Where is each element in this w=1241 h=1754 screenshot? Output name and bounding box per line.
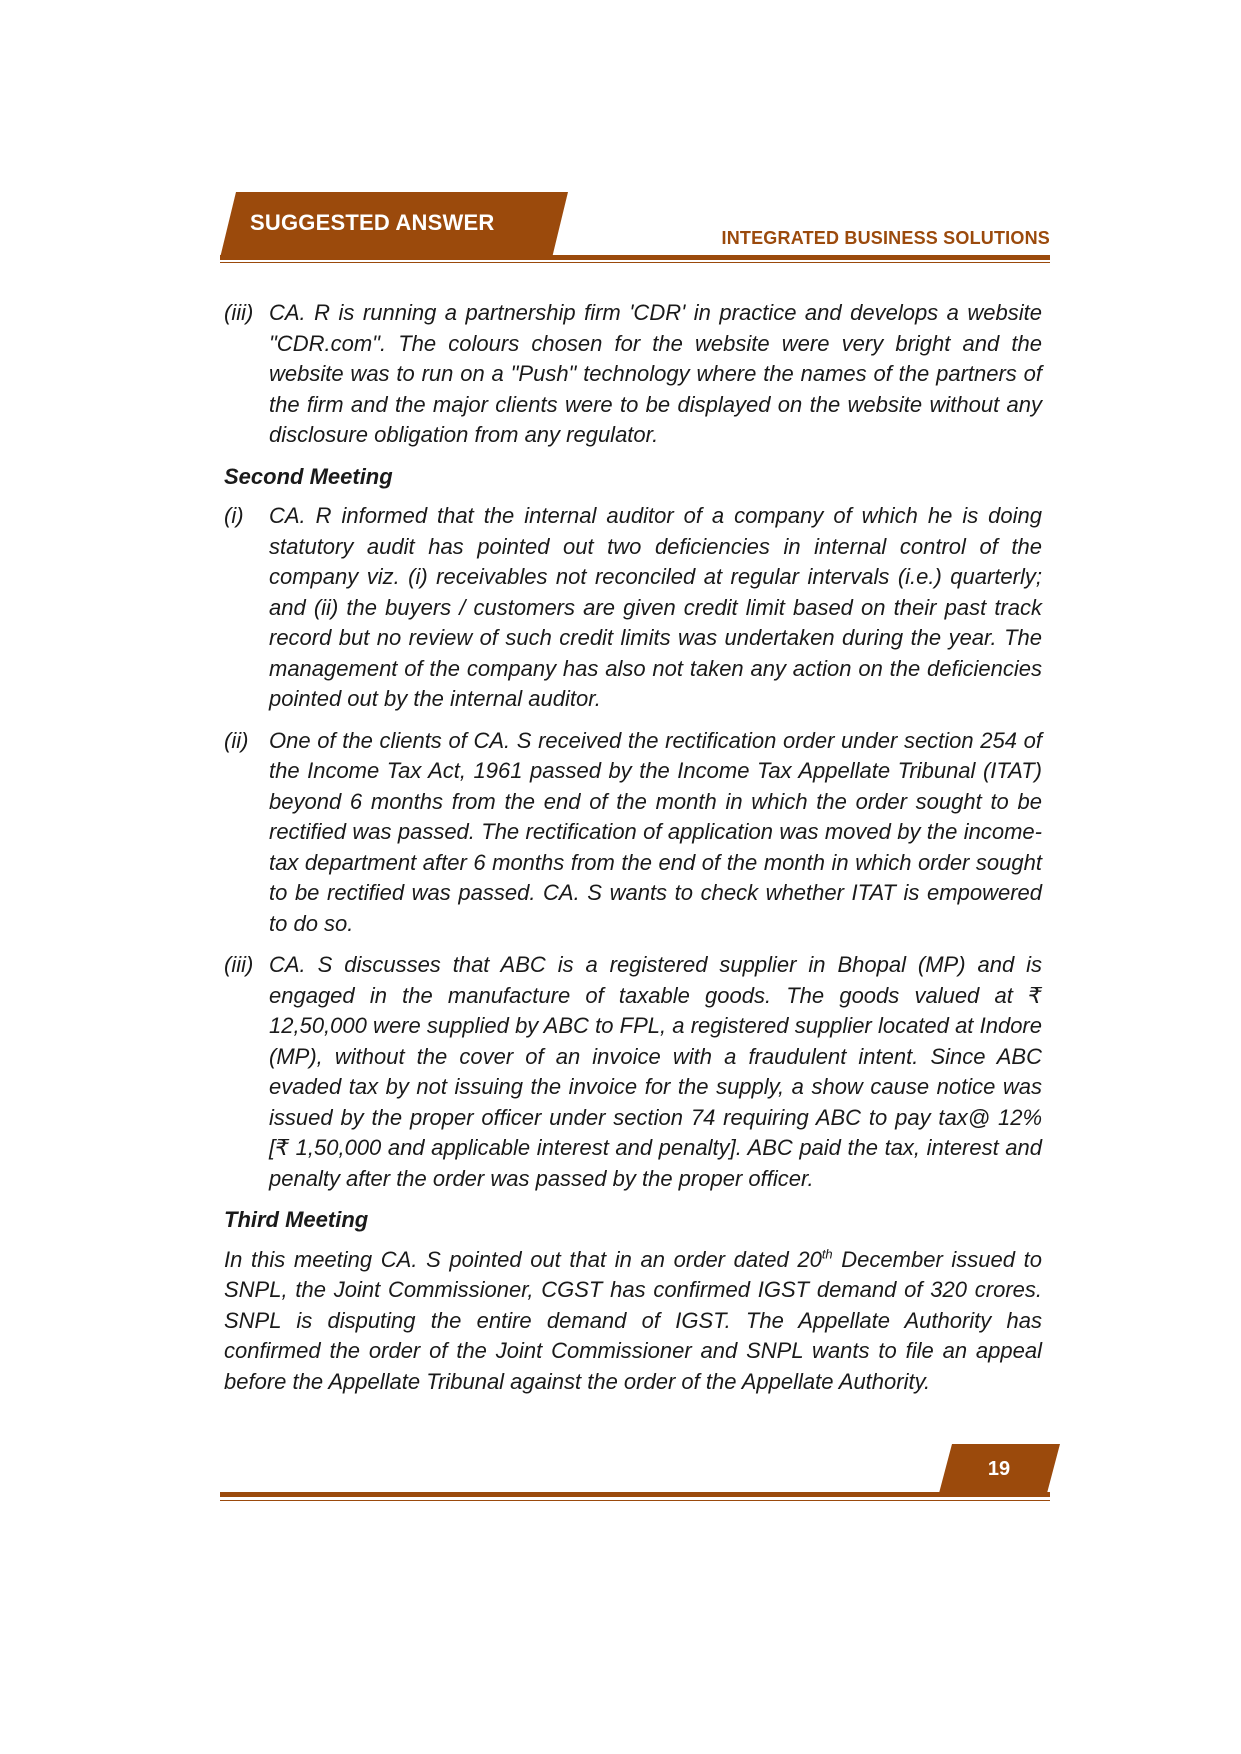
header-section-label: SUGGESTED ANSWER xyxy=(250,210,495,235)
item-number: (iii) xyxy=(224,300,254,325)
item-text: CA. S discusses that ABC is a registered supplier in Bhopal (MP) and is engaged in the manufacture of taxable goods. The goods valued at ₹ 12,50,000 were supplied by ABC to FPL, a registered supplier located at Indore (MP), without the cover of an invoice with a fraudulent intent. Since ABC evaded tax by not issuing the invoice for the supply, a show cause notice was issued by the proper officer under section 74 requiring ABC to pay tax@ 12% [₹ 1,50,000 and applicable interest and penalty]. ABC paid the tax, interest and penalty after the order was passed by the proper officer. xyxy=(269,952,1042,1191)
item-number: (i) xyxy=(224,503,244,528)
footer-rule-thin xyxy=(220,1500,1050,1501)
third-meeting-paragraph xyxy=(224,1245,1042,1398)
header-rule-thin xyxy=(220,262,1050,263)
list-item xyxy=(224,298,1042,451)
header-book-title: INTEGRATED BUSINESS SOLUTIONS xyxy=(721,228,1050,248)
list-item xyxy=(224,950,1042,1194)
item-text: CA. R is running a partnership firm 'CDR' in practice and develops a website "CDR.com". The colours chosen for the website were very bright and the website was to run on a "Push" technology where the names of the partners of the firm and the major clients were to be displayed on the website without any disclosure obligation from any regulator. xyxy=(269,300,1042,447)
item-text: One of the clients of CA. S received the rectification order under section 254 of the Income Tax Act, 1961 passed by the Income Tax Appellate Tribunal (ITAT) beyond 6 months from the end of the month in which the order sought to be rectified was passed. The rectification of application was moved by the income-tax department after 6 months from the end of the month in which order sought to be rectified was passed. CA. S wants to check whether ITAT is empowered to do so. xyxy=(269,727,1042,936)
section-heading-second-meeting: Second Meeting xyxy=(224,463,393,489)
ordinal-suffix: th xyxy=(821,1246,833,1262)
page-body xyxy=(224,298,1042,1406)
page-number: 19 xyxy=(987,1458,1011,1480)
item-text: CA. R informed that the internal auditor of a company of which he is doing statutory audit has pointed out two deficiencies in internal control of the company viz. (i) receivables not reconciled at regular intervals (i.e.) quarterly; and (ii) the buyers / customers are given credit limit based on their past track record but no review of such credit limits was undertaken during the year. The management of the company has also not taken any action on the deficiencies pointed out by the internal auditor. xyxy=(269,503,1042,711)
footer-rule xyxy=(220,1492,1050,1497)
list-item xyxy=(224,726,1042,940)
header-rule xyxy=(220,255,1050,260)
paragraph-text-start: In this meeting CA. S pointed out that in an order dated 20 xyxy=(224,1246,822,1272)
item-number: (ii) xyxy=(224,727,249,753)
section-heading-third-meeting: Third Meeting xyxy=(224,1207,369,1232)
list-item xyxy=(224,501,1042,715)
paragraph-text-end: December issued to SNPL, the Joint Commissioner, CGST has confirmed IGST demand of 320 crores. SNPL is disputing the entire demand of IGST. The Appellate Authority has confirmed the order of the Joint Commissioner and SNPL wants to file an appeal before the Appellate Tribunal against the order of the Appellate Authority. xyxy=(224,1246,1042,1394)
item-number: (iii) xyxy=(224,952,254,977)
